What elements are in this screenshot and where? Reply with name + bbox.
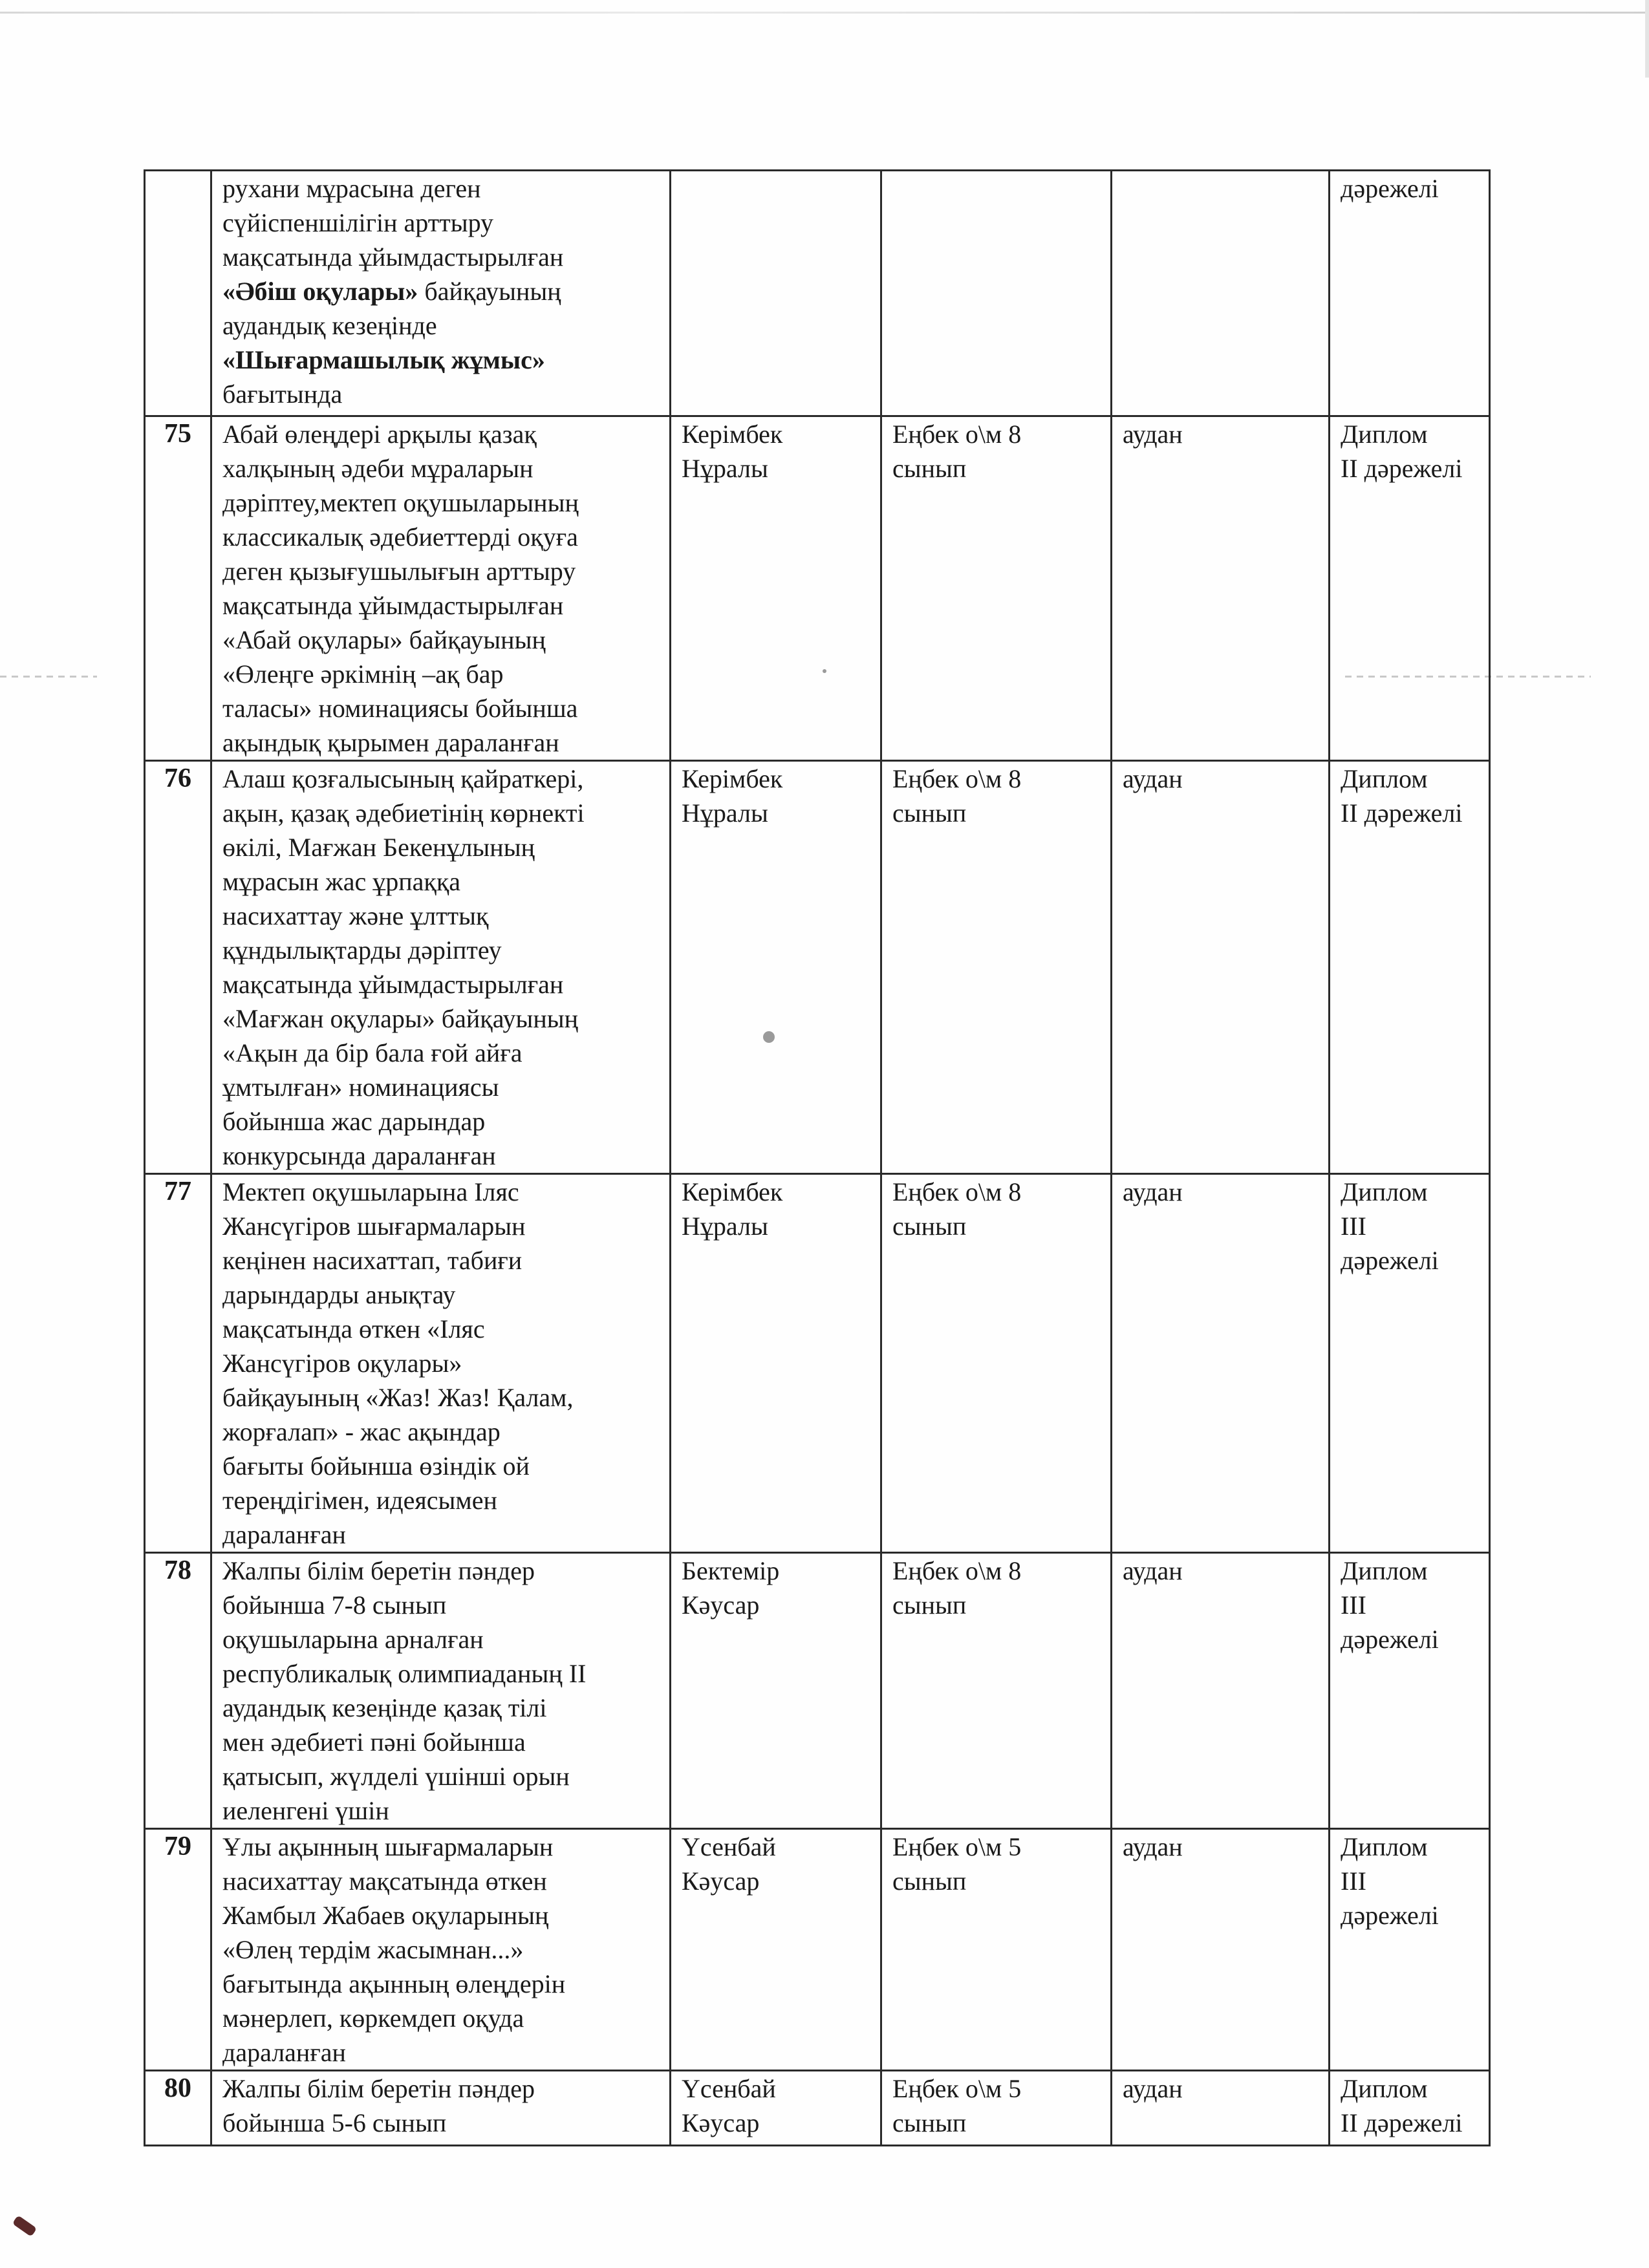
award — [1330, 1829, 1490, 2071]
description-line: Жалпы білім беретін пәндер — [222, 1556, 535, 1585]
student-name-line: Бектемір — [682, 1556, 780, 1585]
description-line: мақсатында ұйымдастырылған — [222, 242, 564, 272]
description-fragment: «Әбіш оқулары» — [222, 277, 418, 306]
student-name-line: Керімбек — [682, 764, 783, 793]
event-description — [211, 1553, 671, 1829]
competition-level: аудан — [1112, 2071, 1330, 2146]
description-line: насихаттау және ұлттық — [222, 901, 489, 930]
student-name-line: Керімбек — [682, 1177, 783, 1206]
award-line: Диплом — [1341, 764, 1428, 793]
award-line: Диплом — [1341, 1832, 1428, 1861]
description-line: байқауының «Жаз! Жаз! Қалам, — [222, 1383, 574, 1412]
school-grade-line: Еңбек о\м 5 — [892, 1832, 1022, 1861]
description-line: құндылықтарды дәріптеу — [222, 936, 502, 965]
school-grade-line: Еңбек о\м 5 — [892, 2074, 1022, 2103]
description-line: «Шығармашылық жұмыс» — [222, 345, 545, 374]
table-row — [145, 171, 1490, 416]
school-grade — [881, 416, 1112, 761]
award-line: Диплом — [1341, 1556, 1428, 1585]
description-line — [222, 274, 659, 308]
description-line: аудандық кезеңінде қазақ тілі — [222, 1693, 547, 1722]
description-line: Ұлы ақынның шығармаларын — [222, 1832, 554, 1861]
row-number: 76 — [145, 761, 211, 1174]
competition-level: аудан — [1112, 416, 1330, 761]
award-line: ІІ дәрежелі — [1341, 798, 1463, 828]
description-line: бағытында ақынның өлеңдерін — [222, 1969, 566, 1998]
description-line: ақын, қазақ әдебиетінің көрнекті — [222, 798, 585, 828]
scan-artifact-right-edge — [1645, 0, 1649, 78]
competition-level: аудан — [1112, 1553, 1330, 1829]
school-grade-line: Еңбек о\м 8 — [892, 1556, 1022, 1585]
description-line: мәнерлеп, көркемдеп оқуда — [222, 2004, 524, 2033]
table-row — [145, 1829, 1490, 2071]
row-number: 78 — [145, 1553, 211, 1829]
award-line: дәрежелі — [1341, 174, 1439, 203]
event-description — [211, 2071, 671, 2146]
table-row — [145, 2071, 1490, 2146]
description-line: ақындық қырымен даралан​ған — [222, 728, 559, 757]
description-line: рухани мұрасына деген — [222, 174, 481, 203]
student-name — [671, 171, 881, 416]
description-line: мұрасын жас ұрпаққа — [222, 867, 461, 896]
award — [1330, 2071, 1490, 2146]
student-name-line: Нұралы — [682, 454, 768, 483]
award-line: ІІІ — [1341, 1590, 1366, 1620]
description-line: Жансүгіров шығармаларын — [222, 1212, 526, 1241]
records-table-body — [145, 171, 1490, 2146]
description-line: сүйіспеншілігін арттыру — [222, 208, 494, 237]
description-line: деген қызығушылығын арттыру — [222, 557, 576, 586]
school-grade-line: сынып — [892, 1212, 967, 1241]
competition-level: аудан — [1112, 1829, 1330, 2071]
award — [1330, 171, 1490, 416]
description-line: бойынша 7-8 сынып — [222, 1590, 447, 1620]
description-line: мақсатында өткен «Іляс — [222, 1314, 485, 1343]
description-line: даралан​ған — [222, 1520, 346, 1549]
school-grade — [881, 1553, 1112, 1829]
description-line: бағыты бойынша өзіндік ой — [222, 1451, 530, 1481]
award-line: Диплом — [1341, 2074, 1428, 2103]
records-table — [144, 169, 1491, 2146]
description-line: өкілі, Мағжан Бекенұлының — [222, 833, 535, 862]
school-grade-line: Еңбек о\м 8 — [892, 764, 1022, 793]
description-line: республикалық олимпиаданың ІІ — [222, 1659, 587, 1688]
row-number: 77 — [145, 1174, 211, 1553]
description-line: «Өлеңге әркімнің –ақ бар — [222, 659, 504, 689]
school-grade-line: Еңбек о\м 8 — [892, 420, 1022, 449]
school-grade-line: сынып — [892, 1590, 967, 1620]
student-name — [671, 761, 881, 1174]
student-name-line: Нұралы — [682, 1212, 768, 1241]
student-name — [671, 1829, 881, 2071]
event-description — [211, 171, 671, 416]
award-line: ІІІ — [1341, 1212, 1366, 1241]
description-line: «Мағжан оқулары» байқауының — [222, 1004, 579, 1033]
school-grade-line: сынып — [892, 798, 967, 828]
scan-artifact-top-edge — [0, 12, 1649, 14]
event-description — [211, 1174, 671, 1553]
student-name — [671, 1174, 881, 1553]
description-line: Абай өлеңдері арқылы қазақ — [222, 420, 537, 449]
description-line: кеңінен насихаттап, табиғи — [222, 1246, 523, 1275]
description-line: даралан​ған — [222, 2038, 346, 2067]
description-line: бойынша жас дарындар — [222, 1107, 486, 1136]
student-name-line: Кәусар — [682, 1590, 760, 1620]
student-name-line: Керімбек — [682, 420, 783, 449]
student-name-line: Кәусар — [682, 2108, 760, 2137]
description-line: Жалпы білім беретін пәндер — [222, 2074, 535, 2103]
description-line: насихаттау мақсатында өткен — [222, 1867, 547, 1896]
description-line: Жансүгіров оқулары» — [222, 1349, 462, 1378]
award-line: дәрежелі — [1341, 1246, 1439, 1275]
description-line: классикалық әдебиеттерді оқуға — [222, 522, 578, 551]
school-grade-line: сынып — [892, 454, 967, 483]
description-line: Жамбыл Жабаев оқуларының — [222, 1901, 549, 1930]
school-grade — [881, 2071, 1112, 2146]
description-line: қатысып, жүлделі үшінші орын — [222, 1762, 570, 1791]
school-grade — [881, 171, 1112, 416]
description-line: ұмтылған» номинациясы — [222, 1073, 499, 1102]
award-line: Диплом — [1341, 1177, 1428, 1206]
description-line: тереңдігімен, идеясымен — [222, 1486, 497, 1515]
school-grade-line: сынып — [892, 1867, 967, 1896]
description-line: иеленгені үшін — [222, 1796, 389, 1825]
description-line: бойынша 5-6 сынып — [222, 2108, 447, 2137]
description-line: «Абай оқулары» байқауының — [222, 625, 546, 654]
school-grade — [881, 1829, 1112, 2071]
description-line: жорғалап» - жас ақындар — [222, 1417, 501, 1446]
description-line: Алаш қозғалысының қайраткері, — [222, 764, 584, 793]
scan-artifact-mark — [12, 2215, 38, 2237]
competition-level — [1112, 171, 1330, 416]
student-name — [671, 1553, 881, 1829]
table-row — [145, 1174, 1490, 1553]
row-number — [145, 171, 211, 416]
competition-level: аудан — [1112, 1174, 1330, 1553]
description-line: таласы» номинациясы бойынша — [222, 694, 578, 723]
award-line: Диплом — [1341, 420, 1428, 449]
description-line: дарындарды анықтау — [222, 1280, 456, 1309]
description-line: мақсатында ұйымдастырылған — [222, 970, 564, 999]
description-line: дәріптеу,мектеп оқушыларының — [222, 488, 579, 517]
description-line: «Өлең тердім жасымнан...» — [222, 1935, 524, 1964]
student-name — [671, 416, 881, 761]
scan-artifact-dash-left — [0, 676, 97, 678]
award-line: дәрежелі — [1341, 1625, 1439, 1654]
award — [1330, 761, 1490, 1174]
description-line: бағытында — [222, 380, 343, 409]
award-line: ІІІ — [1341, 1867, 1366, 1896]
school-grade — [881, 1174, 1112, 1553]
description-line: мақсатында ұйымдастырылған — [222, 591, 564, 620]
table-row — [145, 761, 1490, 1174]
student-name-line: Кәусар — [682, 1867, 760, 1896]
award — [1330, 1553, 1490, 1829]
student-name-line: Үсенбай — [682, 1832, 776, 1861]
row-number: 79 — [145, 1829, 211, 2071]
row-number: 80 — [145, 2071, 211, 2146]
competition-level: аудан — [1112, 761, 1330, 1174]
event-description — [211, 416, 671, 761]
description-line: оқушыларына арналған — [222, 1625, 484, 1654]
award-line: дәрежелі — [1341, 1901, 1439, 1930]
award-line: ІІ дәрежелі — [1341, 2108, 1463, 2137]
school-grade-line: сынып — [892, 2108, 967, 2137]
student-name — [671, 2071, 881, 2146]
description-fragment: байқауының — [418, 277, 561, 306]
event-description — [211, 1829, 671, 2071]
description-line: аудандық кезеңінде — [222, 311, 437, 340]
description-line: конкурсында даралан​ған — [222, 1141, 496, 1170]
table-row — [145, 416, 1490, 761]
award — [1330, 1174, 1490, 1553]
award — [1330, 416, 1490, 761]
row-number: 75 — [145, 416, 211, 761]
event-description — [211, 761, 671, 1174]
description-line: мен әдебиеті пәні бойынша — [222, 1728, 526, 1757]
description-line: халқының әдеби мұраларын — [222, 454, 534, 483]
student-name-line: Үсенбай — [682, 2074, 776, 2103]
description-line: Мектеп оқушыларына Іляс — [222, 1177, 519, 1206]
student-name-line: Нұралы — [682, 798, 768, 828]
school-grade-line: Еңбек о\м 8 — [892, 1177, 1022, 1206]
table-row — [145, 1553, 1490, 1829]
award-line: ІІ дәрежелі — [1341, 454, 1463, 483]
school-grade — [881, 761, 1112, 1174]
description-line: «Ақын да бір бала ғой айға — [222, 1038, 523, 1067]
